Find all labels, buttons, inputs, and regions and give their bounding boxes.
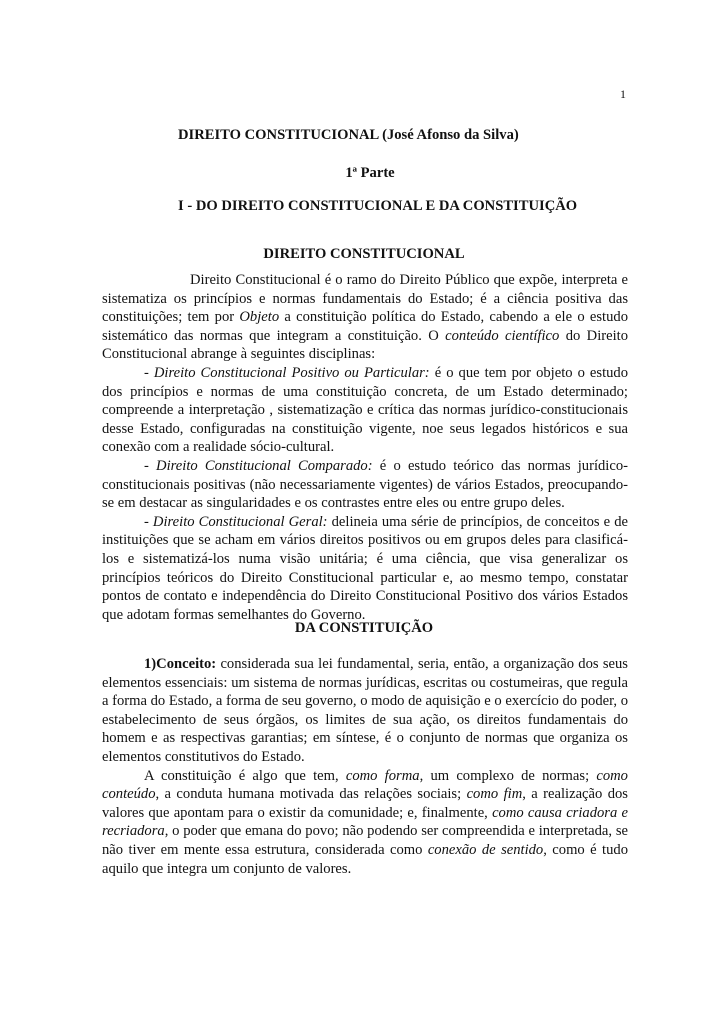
concept-label: 1)Conceito: [144,656,217,672]
item-term: - Direito Constitucional Geral: [144,513,328,530]
section2-body [102,655,628,878]
item-comparado: - Direito Constitucional Comparado: é o estudo teórico das normas jurídico-constitucionais positivas (não necessariamente vigentes) de vários Estados, preocupando-se em destacar as singularidades e os contrastes entre eles ou entre grupo deles. [102,457,628,512]
heading-direito-constitucional: DIREITO CONSTITUCIONAL [263,246,465,262]
intro-paragraph: Direito Constitucional é o ramo do Direito Público que expõe, interpreta e sistematiza os princípios e normas fundamentais do Estado; é a ciência positiva das constituições; tem por Objeto a constituição política do Estado, cabendo a ele o estudo sistemático das normas que integram a constituição. O conteúdo científico do Direito Constitucional abrange à seguintes disciplinas: [102,272,628,363]
concept-paragraph: 1)Conceito: considerada sua lei fundamental, seria, então, a organização dos seus elementos essenciais: um sistema de normas jurídicas, escritas ou costumeiras, que regula a forma do Estado, a forma de seu governo, o modo de aquisição e o exercício do poder, o estabelecimento de seus órgãos, os limites de sua ação, os direitos fundamentais do homem e as respectivas garantias; em síntese, é o conjunto de normas que organiza os elementos constitutivos do Estado. [102,656,628,765]
document-title: DIREITO CONSTITUCIONAL (José Afonso da Silva) [178,127,519,143]
structure-paragraph: A constituição é algo que tem, como forma, um complexo de normas; como conteúdo, a conduta humana motivada das relações sociais; como fim, a realização dos valores que apontam para o existir da comunidade; e, finalmente, como causa criadora e recriadora, o poder que emana do povo; não podendo ser compreendida e interpretada, se não tiver em mente essa estrutura, considerada como conexão de sentido, como é tudo aquilo que integra um conjunto de valores. [102,767,628,877]
section1-body [102,271,628,624]
item-geral: - Direito Constitucional Geral: delineia uma série de princípios, de conceitos e de instituições que se acham em vários direitos positivos ou em grupos deles para clasificá-los e sistematizá-los numa visão unitária; é uma ciência, que visa generalizar os princípios teóricos do Direito Constitucional particular e, ao mesmo tempo, constatar pontos de contato e independência do Direito Constitucional Positivo dos vários Estados que adotam formas semelhantes do Governo. [102,513,628,623]
section-title: I - DO DIREITO CONSTITUCIONAL E DA CONSTITUIÇÃO [178,198,578,214]
item-term: - Direito Constitucional Positivo ou Particular: [144,364,430,381]
part-label: 1ª Parte [345,165,395,181]
item-positivo: - Direito Constitucional Positivo ou Particular: é o que tem por objeto o estudo dos princípios e normas de uma constituição concreta, de um Estado determinado; compreende a interpretação , sistematização e crítica das normas jurídico-constitucionais desse Estado, configuradas na constituição vigente, noe seus legados históricos e sua conexão com a realidade sócio-cultural. [102,364,629,456]
item-term: - Direito Constitucional Comparado: [144,457,373,474]
page-number: 1 [620,87,626,101]
heading-da-constituicao: DA CONSTITUIÇÃO [294,620,434,636]
